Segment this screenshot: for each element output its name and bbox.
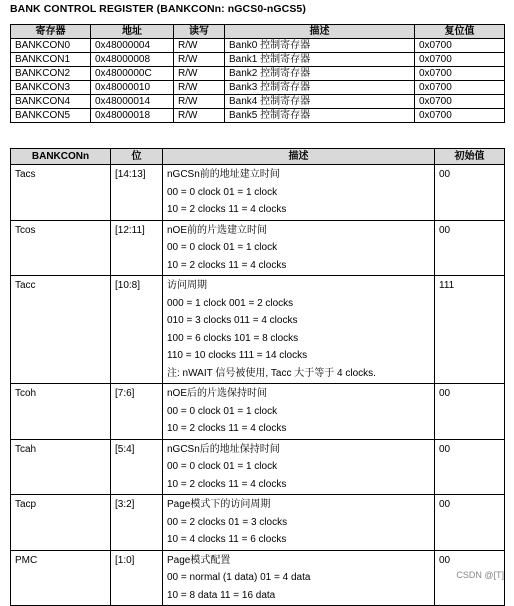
description-line: nGCSn前的地址建立时间 — [167, 169, 280, 180]
table-row — [11, 53, 505, 67]
field-initial-value: 00 — [435, 550, 505, 606]
table-cell: 0x0700 — [415, 109, 505, 123]
table-header-row — [11, 149, 505, 165]
column-header: 复位值 — [415, 25, 505, 39]
table-cell: Bank2 控制寄存器 — [225, 67, 415, 81]
column-header: BANKCONn — [11, 149, 111, 165]
description-line: 00 = 0 clock 01 = 1 clock — [167, 186, 278, 198]
field-description — [163, 495, 435, 551]
description-line: 00 = 0 clock 01 = 1 clock — [167, 242, 278, 253]
field-initial-value: 00 — [435, 165, 505, 221]
field-description — [163, 220, 435, 276]
column-header: 位 — [111, 149, 163, 165]
table-cell: 0x48000018 — [91, 109, 174, 123]
table-cell: 0x4800000C — [91, 67, 174, 81]
table-cell: BANKCON3 — [11, 81, 91, 95]
field-bits: [7:6] — [111, 384, 163, 440]
field-initial-value: 00 — [435, 495, 505, 551]
table-cell: Bank0 控制寄存器 — [225, 39, 415, 53]
description-line: 10 = 8 data 11 = 16 data — [167, 589, 276, 601]
table-row — [11, 39, 505, 53]
description-line: Page模式配置 — [167, 554, 231, 566]
table-cell: Bank3 控制寄存器 — [225, 81, 415, 95]
field-initial-value: 00 — [435, 384, 505, 440]
table-row — [11, 276, 505, 384]
table-row — [11, 81, 505, 95]
table-cell: BANKCON1 — [11, 53, 91, 67]
register-address-table — [10, 24, 505, 123]
table-cell: Bank5 控制寄存器 — [225, 109, 415, 123]
table-row — [11, 220, 505, 276]
table-cell: BANKCON4 — [11, 95, 91, 109]
table-row — [11, 109, 505, 123]
table-row — [11, 439, 505, 495]
table-cell: Bank1 控制寄存器 — [225, 53, 415, 67]
table-cell: R/W — [174, 67, 225, 81]
description-line: 100 = 6 clocks 101 = 8 clocks — [167, 332, 299, 344]
field-initial-value: 111 — [435, 276, 505, 384]
table-cell: R/W — [174, 95, 225, 109]
field-name: Tcah — [11, 439, 111, 495]
field-description — [163, 276, 435, 384]
table-cell: 0x0700 — [415, 81, 505, 95]
watermark: CSDN @[T] — [456, 570, 504, 580]
description-line: 00 = 0 clock 01 = 1 clock — [167, 461, 278, 472]
table-cell: BANKCON2 — [11, 67, 91, 81]
field-name: Tacs — [11, 165, 111, 221]
description-line: 访问周期 — [167, 280, 207, 291]
description-line: 110 = 10 clocks 111 = 14 clocks — [167, 350, 308, 361]
description-line: Page模式下的访问周期 — [167, 499, 271, 510]
table-cell: 0x48000008 — [91, 53, 174, 67]
field-bits: [3:2] — [111, 495, 163, 551]
table-cell: BANKCON0 — [11, 39, 91, 53]
field-description — [163, 165, 435, 221]
description-line: 10 = 2 clocks 11 = 4 clocks — [167, 478, 287, 490]
field-name: Tacp — [11, 495, 111, 551]
description-line: 010 = 3 clocks 011 = 4 clocks — [167, 315, 298, 326]
field-description — [163, 439, 435, 495]
field-name: Tcoh — [11, 384, 111, 440]
table-cell: 0x0700 — [415, 39, 505, 53]
description-line: 00 = normal (1 data) 01 = 4 data — [167, 572, 311, 583]
field-name: Tacc — [11, 276, 111, 384]
description-line: 注: nWAIT 信号被使用, Tacc 大于等于 4 clocks. — [167, 367, 376, 379]
table-cell: 0x0700 — [415, 95, 505, 109]
field-name: Tcos — [11, 220, 111, 276]
column-header: 描述 — [163, 149, 435, 165]
field-description — [163, 550, 435, 606]
table-cell: R/W — [174, 109, 225, 123]
table-cell: BANKCON5 — [11, 109, 91, 123]
description-line: 00 = 2 clocks 01 = 3 clocks — [167, 516, 288, 528]
column-header: 初始值 — [435, 149, 505, 165]
description-line: nOE后的片选保持时间 — [167, 388, 268, 399]
table-cell: 0x48000004 — [91, 39, 174, 53]
field-initial-value: 00 — [435, 220, 505, 276]
description-line: 10 = 4 clocks 11 = 6 clocks — [167, 534, 287, 545]
table-cell: R/W — [174, 53, 225, 67]
table-row — [11, 165, 505, 221]
field-description — [163, 384, 435, 440]
page-title: BANK CONTROL REGISTER (BANKCONn: nGCS0-nGCS5) — [10, 3, 306, 15]
description-line: 10 = 2 clocks 11 = 4 clocks — [167, 204, 287, 215]
column-header: 地址 — [91, 25, 174, 39]
description-line: 10 = 2 clocks 11 = 4 clocks — [167, 259, 287, 271]
field-bits: [12:11] — [111, 220, 163, 276]
field-bits: [10:8] — [111, 276, 163, 384]
table-cell: Bank4 控制寄存器 — [225, 95, 415, 109]
description-line: nOE前的片选建立时间 — [167, 224, 268, 236]
field-bits: [1:0] — [111, 550, 163, 606]
field-initial-value: 00 — [435, 439, 505, 495]
description-line: 00 = 0 clock 01 = 1 clock — [167, 405, 278, 417]
table-cell: 0x0700 — [415, 53, 505, 67]
field-name: PMC — [11, 550, 111, 606]
table-header-row — [11, 25, 505, 39]
table-row — [11, 384, 505, 440]
column-header: 读写 — [174, 25, 225, 39]
column-header: 寄存器 — [11, 25, 91, 39]
description-line: nGCSn后的地址保持时间 — [167, 443, 280, 455]
bankcon-field-table — [10, 148, 505, 606]
description-line: 10 = 2 clocks 11 = 4 clocks — [167, 423, 287, 434]
table-cell: 0x48000014 — [91, 95, 174, 109]
table-cell: R/W — [174, 81, 225, 95]
table-cell: 0x48000010 — [91, 81, 174, 95]
table-row — [11, 95, 505, 109]
table-cell: 0x0700 — [415, 67, 505, 81]
field-bits: [5:4] — [111, 439, 163, 495]
table-row — [11, 550, 505, 606]
table-cell: R/W — [174, 39, 225, 53]
description-line: 000 = 1 clock 001 = 2 clocks — [167, 297, 294, 309]
field-bits: [14:13] — [111, 165, 163, 221]
table-row — [11, 67, 505, 81]
column-header: 描述 — [225, 25, 415, 39]
table-row — [11, 495, 505, 551]
